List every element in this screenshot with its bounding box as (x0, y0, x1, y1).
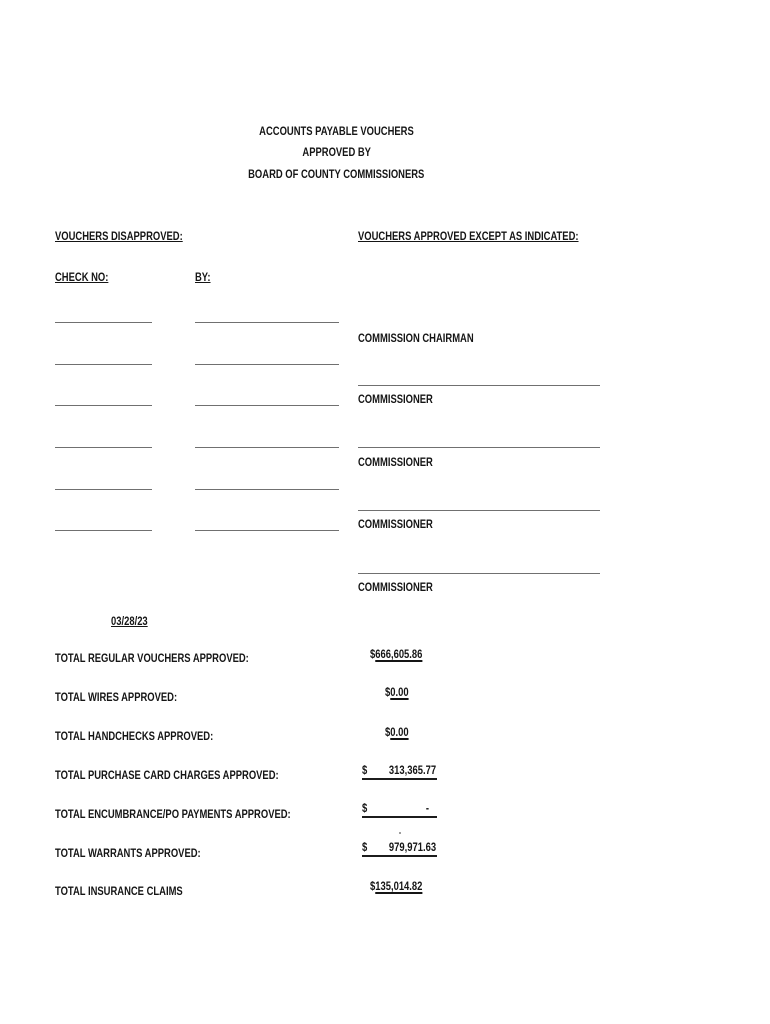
title-line-2-text: APPROVED BY (302, 145, 371, 159)
check-no-blank-line (55, 405, 152, 406)
amount-value: 313,365.77 (388, 763, 436, 777)
signature-label-commissioner: COMMISSIONER (358, 455, 433, 469)
total-label-handchecks: TOTAL HANDCHECKS APPROVED: (55, 729, 214, 743)
vouchers-disapproved-heading: VOUCHERS DISAPPROVED: (55, 229, 183, 243)
title-line-1 (0, 124, 673, 138)
signature-line (358, 385, 600, 386)
currency-symbol: $ (385, 685, 391, 699)
total-label-purchase-card: TOTAL PURCHASE CARD CHARGES APPROVED: (55, 768, 279, 782)
title-line-2 (0, 145, 673, 159)
approval-date: 03/28/23 (111, 614, 148, 628)
by-blank-line (195, 364, 339, 365)
check-no-blank-line (55, 530, 152, 531)
amount-value: 0.00 (390, 725, 409, 739)
total-label-wires: TOTAL WIRES APPROVED: (55, 690, 178, 704)
signature-line (358, 510, 600, 511)
total-amount-regular-vouchers (370, 647, 422, 661)
signature-label-commissioner: COMMISSIONER (358, 392, 433, 406)
currency-symbol: $ (362, 801, 368, 815)
title-line-1-text: ACCOUNTS PAYABLE VOUCHERS (259, 124, 414, 138)
amount-value: 0.00 (390, 685, 409, 699)
total-amount-wires (385, 685, 409, 699)
total-label-insurance-claims: TOTAL INSURANCE CLAIMS (55, 884, 183, 898)
by-blank-line (195, 322, 339, 323)
currency-symbol: $ (362, 840, 368, 854)
amount-value: 979,971.63 (388, 840, 436, 854)
signature-line (358, 447, 600, 448)
total-label-encumbrance: TOTAL ENCUMBRANCE/PO PAYMENTS APPROVED: (55, 807, 291, 821)
by-blank-line (195, 489, 339, 490)
signature-label-chairman: COMMISSION CHAIRMAN (358, 331, 474, 345)
total-amount-insurance-claims (370, 879, 422, 893)
currency-symbol: $ (370, 879, 376, 893)
signature-label-commissioner: COMMISSIONER (358, 517, 433, 531)
vouchers-approved-heading: VOUCHERS APPROVED EXCEPT AS INDICATED: (358, 229, 579, 243)
title-line-3-text: BOARD OF COUNTY COMMISSIONERS (248, 167, 425, 181)
check-no-label: CHECK NO: (55, 270, 109, 284)
amount-underline (362, 778, 437, 780)
signature-label-commissioner: COMMISSIONER (358, 580, 433, 594)
stray-mark (399, 832, 401, 834)
amount-underline (362, 816, 437, 818)
currency-symbol: $ (362, 763, 368, 777)
check-no-blank-line (55, 364, 152, 365)
by-blank-line (195, 405, 339, 406)
by-label: BY: (195, 270, 211, 284)
amount-value: 666,605.86 (375, 647, 423, 661)
amount-underline (362, 855, 437, 857)
by-blank-line (195, 447, 339, 448)
currency-symbol: $ (370, 647, 376, 661)
total-label-regular-vouchers: TOTAL REGULAR VOUCHERS APPROVED: (55, 651, 249, 665)
total-amount-handchecks (385, 725, 409, 739)
title-line-3 (0, 167, 673, 181)
amount-value: - (425, 801, 429, 815)
signature-line (358, 573, 600, 574)
check-no-blank-line (55, 322, 152, 323)
check-no-blank-line (55, 447, 152, 448)
total-label-warrants: TOTAL WARRANTS APPROVED: (55, 846, 201, 860)
check-no-blank-line (55, 489, 152, 490)
amount-value: 135,014.82 (375, 879, 423, 893)
currency-symbol: $ (385, 725, 391, 739)
by-blank-line (195, 530, 339, 531)
